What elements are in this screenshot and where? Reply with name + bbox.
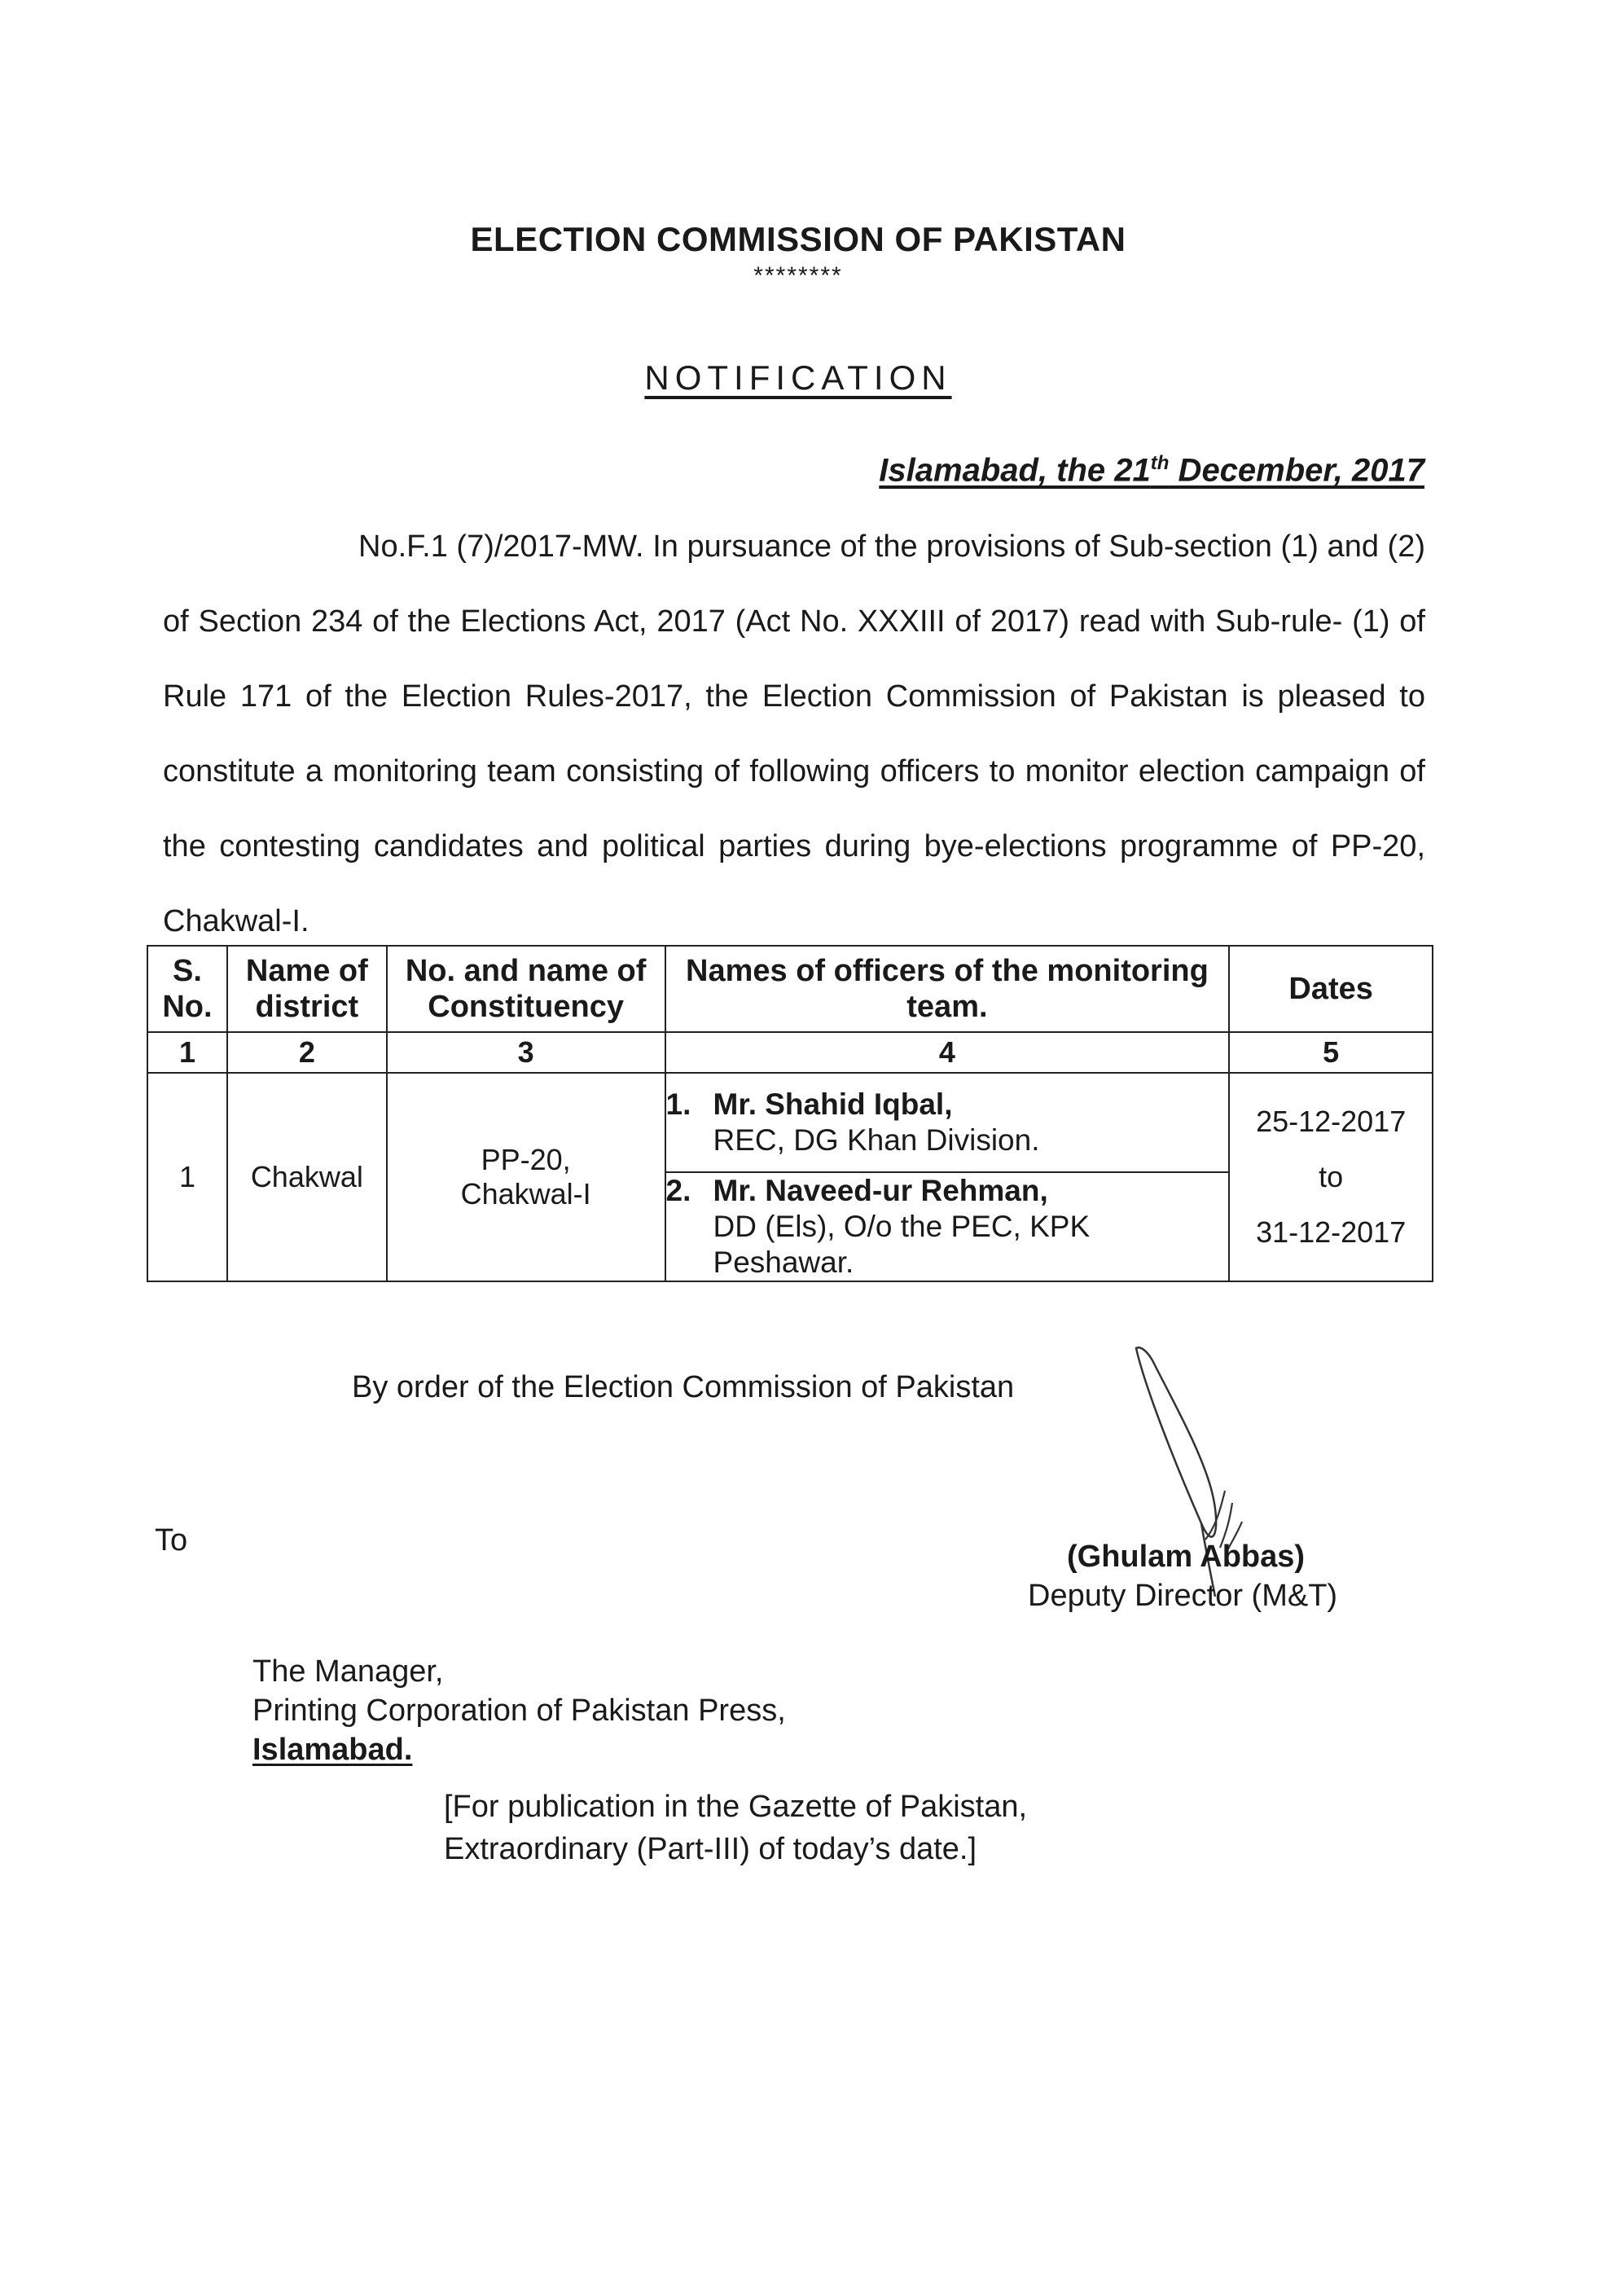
officer-entry-1 xyxy=(665,1073,1230,1172)
cell-dates xyxy=(1229,1073,1433,1281)
constituency-number: PP-20, xyxy=(481,1143,571,1176)
note-line-1: [For publication in the Gazette of Pakistan, xyxy=(444,1790,1028,1824)
monitoring-team-table xyxy=(147,945,1433,1282)
constituency-name: Chakwal-I xyxy=(460,1177,591,1210)
note-line-2: Extraordinary (Part-III) of today’s date.] xyxy=(444,1832,977,1866)
col-number-4: 4 xyxy=(665,1032,1230,1073)
signatory-name: (Ghulam Abbas) xyxy=(1067,1540,1306,1574)
date-separator: to xyxy=(1319,1160,1344,1193)
header-district: Name of district xyxy=(227,946,387,1032)
officer-designation: REC, DG Khan Division. xyxy=(713,1123,1040,1157)
table-number-row xyxy=(147,1032,1433,1073)
officer-name: Mr. Shahid Iqbal, xyxy=(713,1087,953,1121)
date-from: 25-12-2017 xyxy=(1256,1105,1407,1138)
date-suffix: December, 2017 xyxy=(1169,452,1424,489)
header-officers: Names of officers of the monitoring team. xyxy=(665,946,1230,1032)
publication-note xyxy=(444,1786,1027,1870)
col-number-2: 2 xyxy=(227,1032,387,1073)
cell-sno: 1 xyxy=(147,1073,227,1281)
notification-date xyxy=(879,452,1424,489)
recipient-line-2: Printing Corporation of Pakistan Press, xyxy=(252,1694,786,1728)
date-to: 31-12-2017 xyxy=(1256,1215,1407,1249)
body-paragraph: No.F.1 (7)/2017-MW. In pursuance of the provisions of Sub-section (1) and (2) of Section 234 of the Elections Act, 2017 (Act No. XXXIII of 2017) read with Sub-rule- (1) of Rule 171 of the Election Rules-2017, the Election Commission of Pakistan is pleased to constitute a monitoring team consisting of following officers to monitor election campaign of the contesting candidates and political parties during bye-elections programme of PP-20, Chakwal-I. xyxy=(163,529,1425,938)
table-row xyxy=(147,1073,1433,1172)
col-number-3: 3 xyxy=(387,1032,665,1073)
notification-body xyxy=(163,509,1425,959)
officer-name: Mr. Naveed-ur Rehman, xyxy=(713,1174,1048,1207)
header-constituency: No. and name of Constituency xyxy=(387,946,665,1032)
notification-heading: NOTIFICATION xyxy=(644,358,952,397)
table-header-row xyxy=(147,946,1433,1032)
officer-designation: DD (Els), O/o the PEC, KPK Peshawar. xyxy=(713,1210,1091,1279)
date-prefix: Islamabad, the 21 xyxy=(879,452,1151,489)
recipient-line-1: The Manager, xyxy=(252,1654,444,1689)
organization-title: ELECTION COMMISSION OF PAKISTAN xyxy=(470,220,1126,258)
cell-constituency xyxy=(387,1073,665,1281)
col-number-1: 1 xyxy=(147,1032,227,1073)
header-sno: S. No. xyxy=(147,946,227,1032)
to-label: To xyxy=(155,1523,188,1557)
title-separator: ******** xyxy=(753,262,843,289)
signatory-designation: Deputy Director (M&T) xyxy=(1028,1579,1338,1613)
officer-entry-2 xyxy=(665,1172,1230,1281)
header-dates: Dates xyxy=(1229,946,1433,1032)
officer-index: 2. xyxy=(665,1174,691,1207)
recipient-address xyxy=(252,1652,786,1769)
date-ordinal-suffix: th xyxy=(1150,452,1170,474)
by-order-line: By order of the Election Commission of Pakistan xyxy=(352,1370,1015,1404)
cell-district: Chakwal xyxy=(227,1073,387,1281)
recipient-city: Islamabad. xyxy=(252,1733,413,1767)
col-number-5: 5 xyxy=(1229,1032,1433,1073)
officer-index: 1. xyxy=(665,1087,691,1121)
